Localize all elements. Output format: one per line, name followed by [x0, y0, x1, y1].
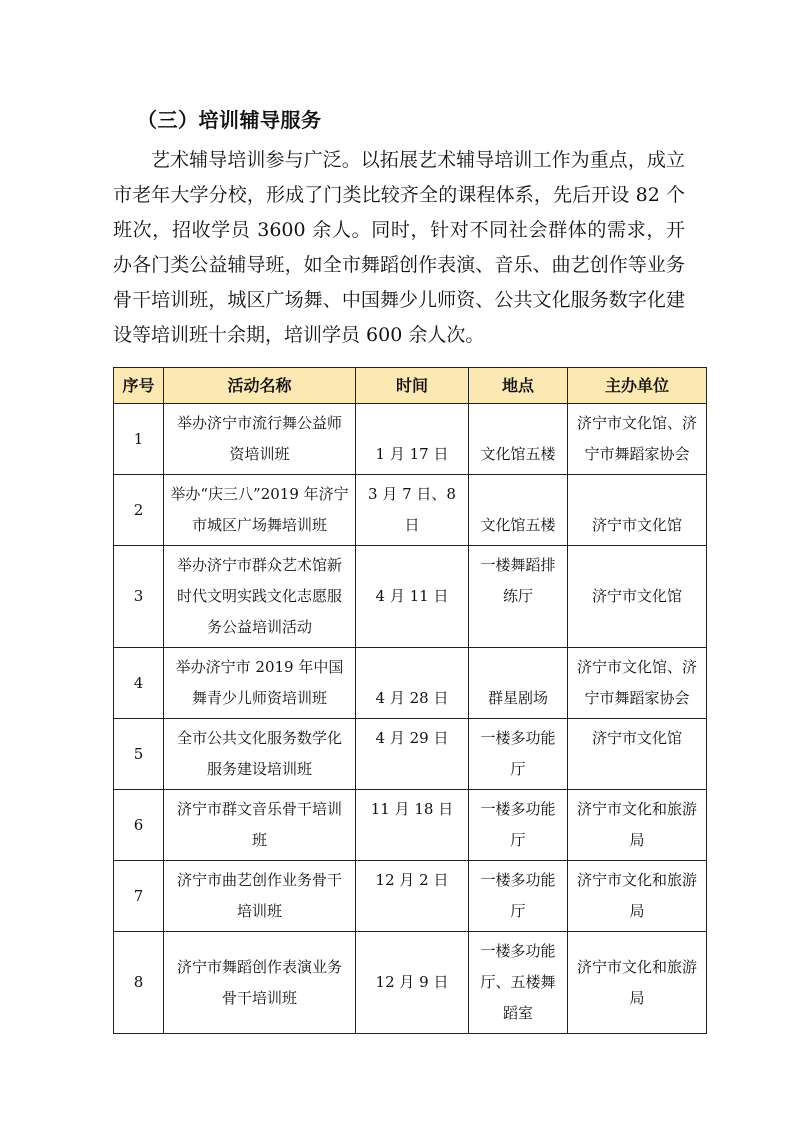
cell-org: 济宁市文化馆、济宁市舞蹈家协会: [568, 404, 707, 475]
cell-name: 济宁市曲艺创作业务骨干培训班: [164, 861, 356, 932]
cell-no: 2: [114, 475, 164, 546]
cell-time: 3 月 7 日、8 日: [356, 475, 469, 546]
table-row: [114, 790, 707, 861]
header-org: 主办单位: [568, 368, 707, 404]
cell-place: 一楼舞蹈排练厅: [469, 546, 568, 648]
table-row: [114, 648, 707, 719]
cell-no: 4: [114, 648, 164, 719]
cell-no: 6: [114, 790, 164, 861]
cell-name: 全市公共文化服务数学化服务建设培训班: [164, 719, 356, 790]
cell-name: 济宁市群文音乐骨干培训班: [164, 790, 356, 861]
cell-org: 济宁市文化和旅游局: [568, 932, 707, 1034]
cell-place: 群星剧场: [469, 648, 568, 719]
cell-time: 1 月 17 日: [356, 404, 469, 475]
cell-time: 11 月 18 日: [356, 790, 469, 861]
cell-name: 举办济宁市流行舞公益师资培训班: [164, 404, 356, 475]
table-row: [114, 404, 707, 475]
header-no: 序号: [114, 368, 164, 404]
table-row: [114, 932, 707, 1034]
cell-name: 举办济宁市群众艺术馆新时代文明实践文化志愿服务公益培训活动: [164, 546, 356, 648]
cell-org: 济宁市文化馆: [568, 475, 707, 546]
cell-no: 1: [114, 404, 164, 475]
cell-time: 4 月 11 日: [356, 546, 469, 648]
table-row: [114, 475, 707, 546]
cell-place: 一楼多功能厅: [469, 719, 568, 790]
body-paragraph: 艺术辅导培训参与广泛。以拓展艺术辅导培训工作为重点，成立市老年大学分校，形成了门类比较齐全的课程体系，先后开设 82 个班次，招收学员 3600 余人。同时，针对不同社会群体的需求，开办各门类公益辅导班，如全市舞蹈创作表演、音乐、曲艺创作等业务骨干培训班，城区广场舞、中国舞少儿师资、公共文化服务数字化建设等培训班十余期，培训学员 600 余人次。: [113, 149, 685, 346]
cell-time: 4 月 28 日: [356, 648, 469, 719]
section-heading: （三）培训辅导服务: [137, 108, 322, 132]
cell-org: 济宁市文化和旅游局: [568, 861, 707, 932]
cell-org: 济宁市文化馆: [568, 546, 707, 648]
cell-place: 一楼多功能厅、五楼舞蹈室: [469, 932, 568, 1034]
cell-time: 12 月 2 日: [356, 861, 469, 932]
cell-name: 济宁市舞蹈创作表演业务骨干培训班: [164, 932, 356, 1034]
cell-org: 济宁市文化馆: [568, 719, 707, 790]
cell-place: 一楼多功能厅: [469, 861, 568, 932]
cell-no: 8: [114, 932, 164, 1034]
cell-no: 3: [114, 546, 164, 648]
cell-place: 文化馆五楼: [469, 475, 568, 546]
table-header-row: [114, 368, 707, 404]
cell-no: 7: [114, 861, 164, 932]
cell-org: 济宁市文化馆、济宁市舞蹈家协会: [568, 648, 707, 719]
cell-time: 12 月 9 日: [356, 932, 469, 1034]
cell-name: 举办济宁市 2019 年中国舞青少儿师资培训班: [164, 648, 356, 719]
cell-place: 文化馆五楼: [469, 404, 568, 475]
training-table: [113, 367, 707, 1034]
header-place: 地点: [469, 368, 568, 404]
table-row: [114, 719, 707, 790]
table-row: [114, 546, 707, 648]
cell-time: 4 月 29 日: [356, 719, 469, 790]
cell-org: 济宁市文化和旅游局: [568, 790, 707, 861]
header-time: 时间: [356, 368, 469, 404]
table-row: [114, 861, 707, 932]
cell-no: 5: [114, 719, 164, 790]
cell-name: 举办“庆三八”2019 年济宁市城区广场舞培训班: [164, 475, 356, 546]
header-name: 活动名称: [164, 368, 356, 404]
cell-place: 一楼多功能厅: [469, 790, 568, 861]
